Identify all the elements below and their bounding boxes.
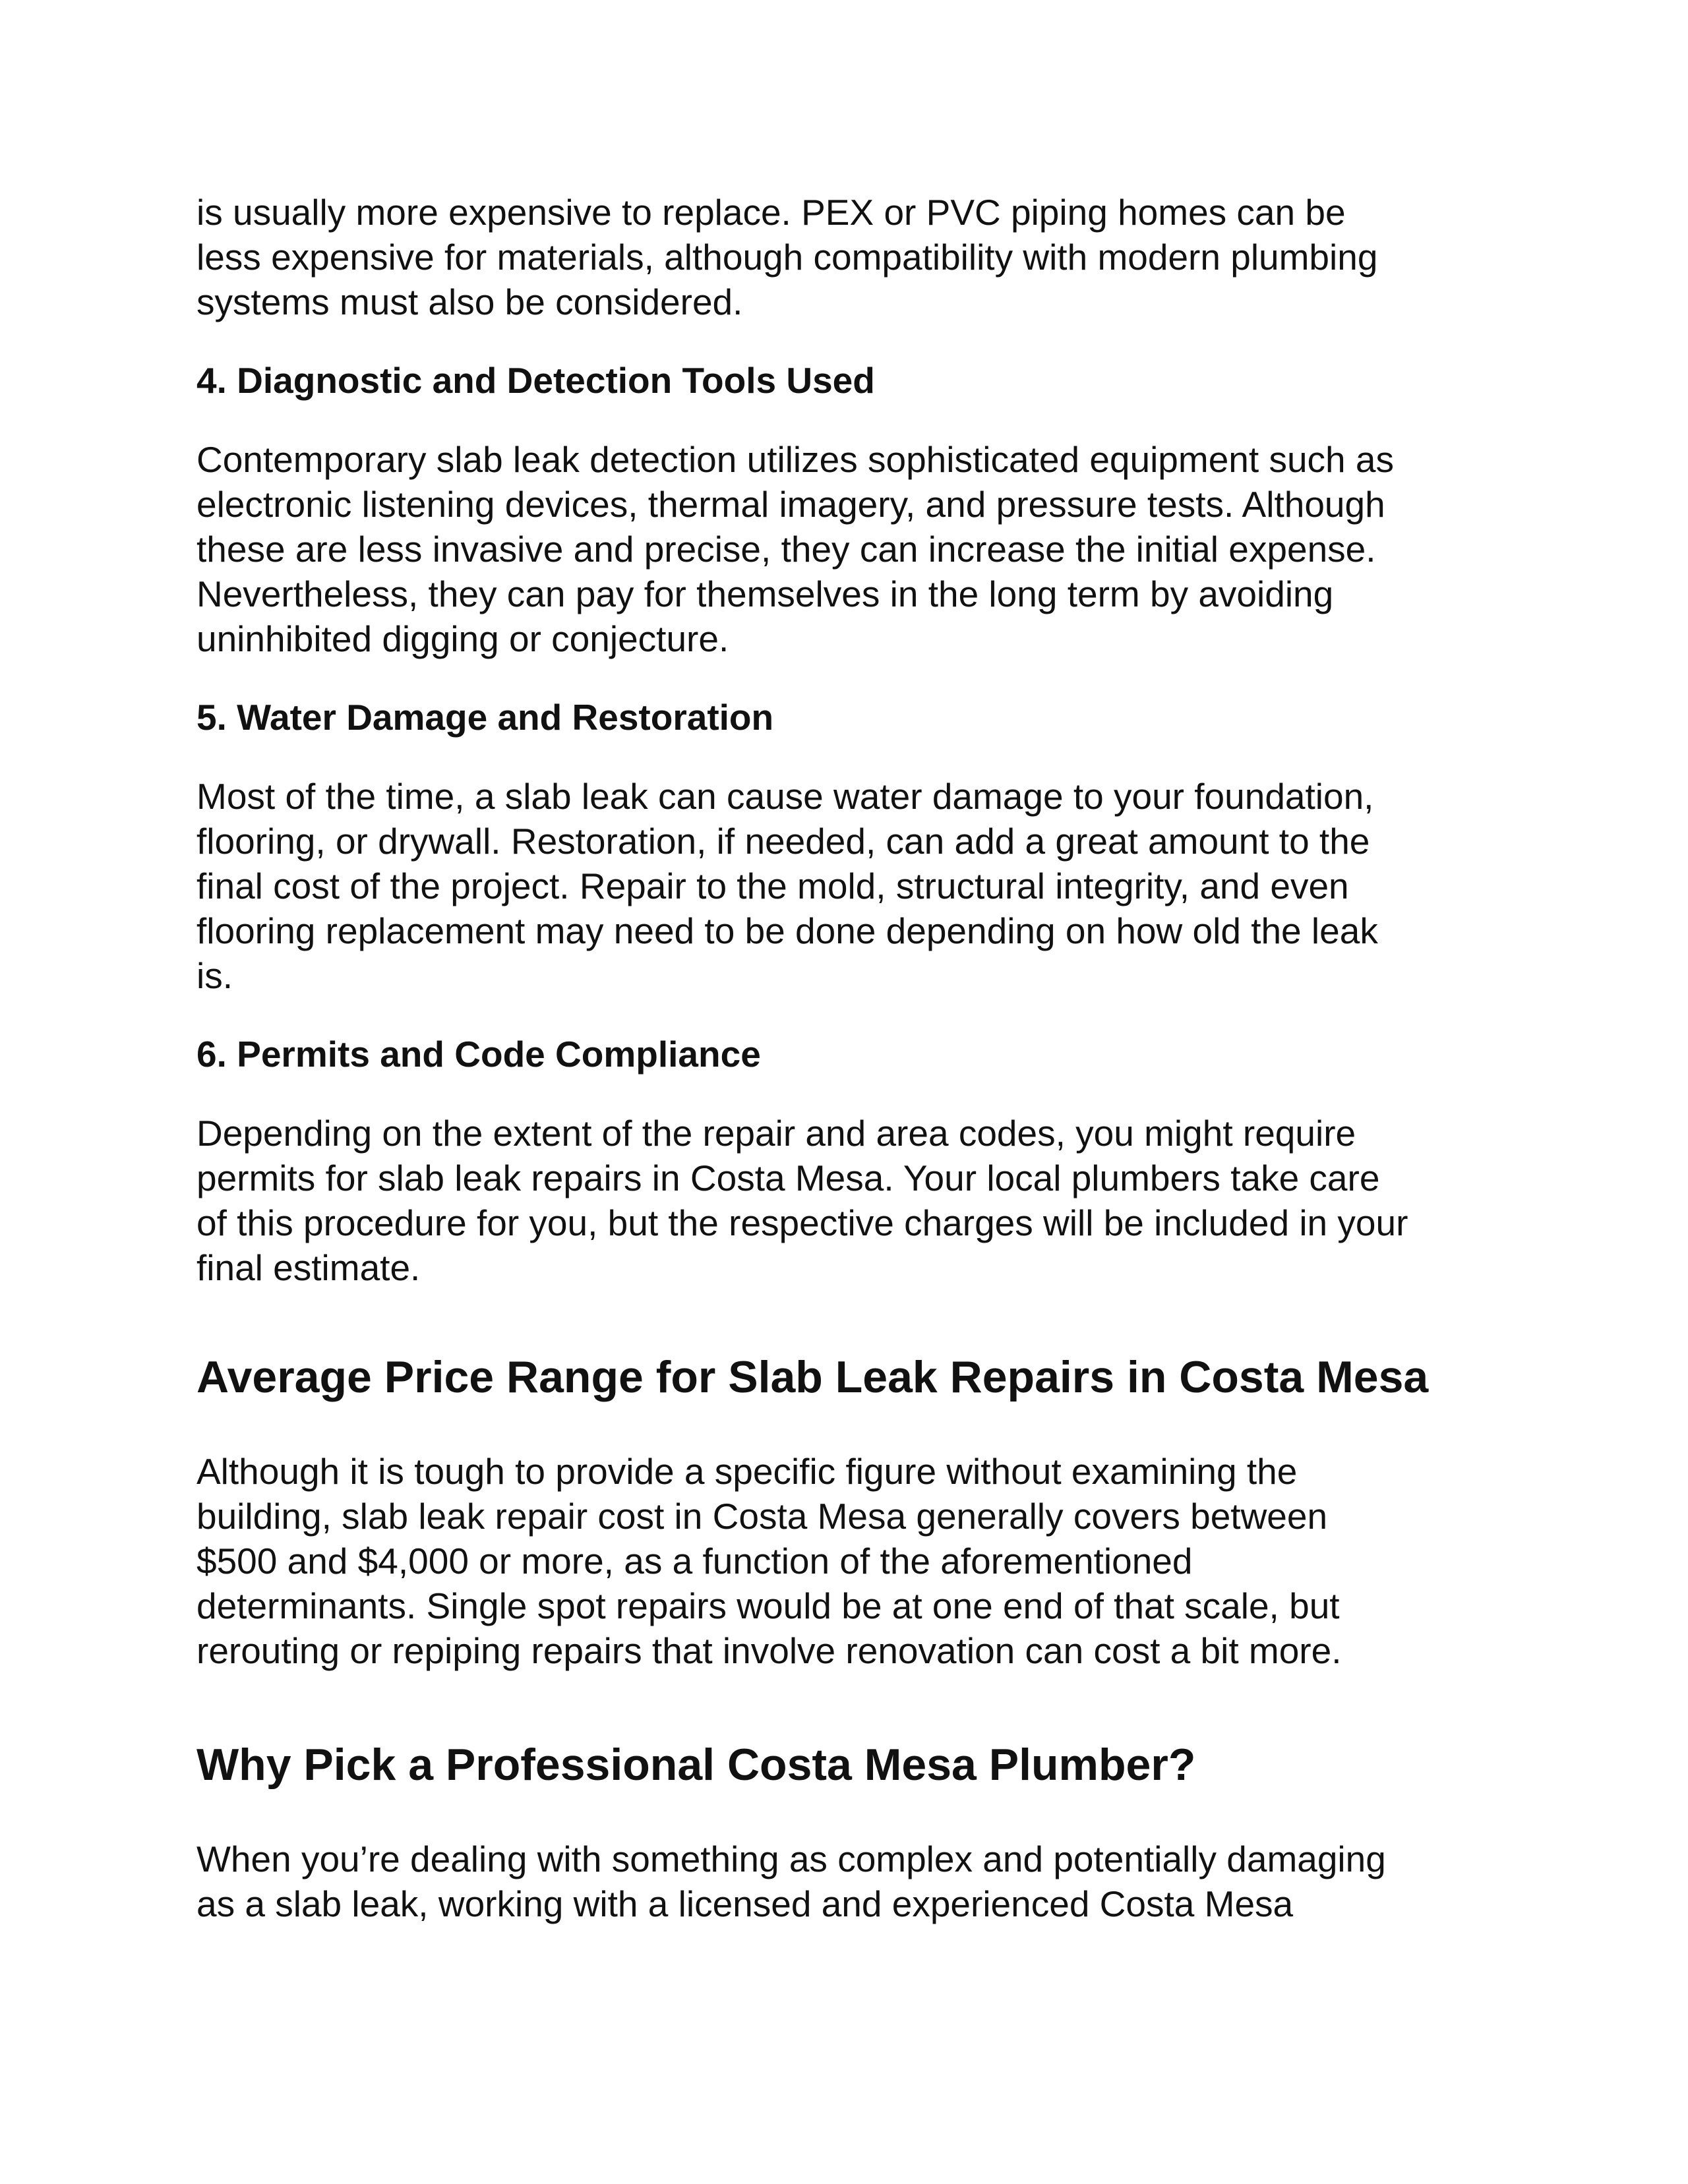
intro-paragraph: is usually more expensive to replace. PEX or PVC piping homes can be less expensive for materials, although compatibility with modern plumbing systems must also be considered. bbox=[196, 192, 1378, 322]
section-body-permits: Depending on the extent of the repair and area codes, you might require permits for slab leak repairs in Costa Mesa. Your local plumbers take care of this procedure for you, but the respective charges will be included in your final estimate. bbox=[196, 1113, 1408, 1288]
section-heading-permits: 6. Permits and Code Compliance bbox=[196, 1034, 761, 1075]
section-body-diagnostic-tools: Contemporary slab leak detection utilizes sophisticated equipment such as electronic listening devices, thermal imagery, and pressure tests. Although these are less invasive and precise, they can increase the initial expense. Nevertheless, they can pay for themselves in the long term by avoiding uninhibited digging or conjecture. bbox=[196, 439, 1394, 659]
section-heading-diagnostic-tools: 4. Diagnostic and Detection Tools Used bbox=[196, 360, 875, 401]
why-professional-heading: Why Pick a Professional Costa Mesa Plumber? bbox=[196, 1740, 1196, 1790]
price-range-body: Although it is tough to provide a specific figure without examining the building, slab leak repair cost in Costa Mesa generally covers between $500 and $4,000 or more, as a function of the aforementioned determinants. Single spot repairs would be at one end of that scale, but rerouting or repiping repairs that involve renovation can cost a bit more. bbox=[196, 1451, 1342, 1671]
section-body-water-damage: Most of the time, a slab leak can cause water damage to your foundation, flooring, or drywall. Restoration, if needed, can add a great amount to the final cost of the project. Repair to the mold, structural integrity, and even flooring replacement may need to be done depending on how old the leak is. bbox=[196, 776, 1378, 996]
section-heading-water-damage: 5. Water Damage and Restoration bbox=[196, 697, 774, 738]
document-page bbox=[196, 190, 1502, 1926]
price-range-heading: Average Price Range for Slab Leak Repairs in Costa Mesa bbox=[196, 1352, 1429, 1402]
why-professional-body: When you’re dealing with something as complex and potentially damaging as a slab leak, working with a licensed and experienced Costa Mesa bbox=[196, 1839, 1386, 1924]
